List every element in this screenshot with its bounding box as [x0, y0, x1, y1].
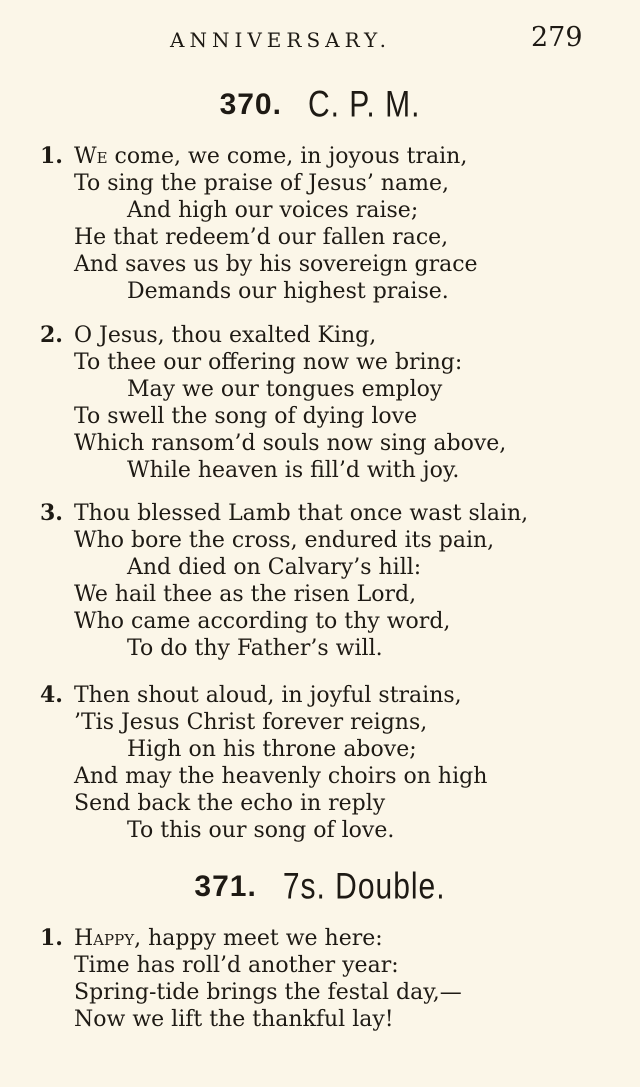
- verse-line: May we our tongues employ: [127, 377, 443, 402]
- verse-line: While heaven is fill’d with joy.: [127, 458, 460, 483]
- verse-line: And died on Calvary’s hill:: [127, 555, 422, 580]
- first-word: Happy: [74, 926, 135, 951]
- stanza-number: 1.: [40, 143, 63, 169]
- verse-line: We hail thee as the risen Lord,: [74, 582, 417, 607]
- stanza-number: 2.: [40, 322, 63, 348]
- verse-line: ’Tis Jesus Christ forever reigns,: [74, 710, 428, 735]
- first-word: We: [74, 144, 108, 169]
- stanza-370-4: [0, 682, 640, 844]
- verse-line: Send back the echo in reply: [74, 791, 386, 816]
- verse-line: To sing the praise of Jesus’ name,: [74, 171, 449, 196]
- hymn-heading-370: [0, 83, 640, 125]
- verse-line: We come, we come, in joyous train,: [74, 144, 468, 169]
- verse-line: High on his throne above;: [127, 737, 417, 762]
- hymn-meter: C. P. M.: [307, 83, 421, 125]
- verse-line: Demands our highest praise.: [127, 279, 449, 304]
- hymn-heading-371: [0, 865, 640, 907]
- verse-line: To do thy Father’s will.: [127, 636, 383, 661]
- verse-line: Happy, happy meet we here:: [74, 926, 383, 951]
- hymn-number: 370.: [219, 88, 282, 121]
- verse-line: To swell the song of dying love: [74, 404, 418, 429]
- hymn-meter: 7s. Double.: [282, 865, 446, 907]
- verse-line: Then shout aloud, in joyful strains,: [74, 683, 462, 708]
- verse-line: Who came according to thy word,: [74, 609, 451, 634]
- verse-line: And high our voices raise;: [127, 198, 419, 223]
- stanza-number: 1.: [40, 925, 63, 951]
- stanza-370-1: [0, 143, 640, 305]
- stanza-371-1: [0, 925, 640, 1033]
- verse-line: Now we lift the thankful lay!: [74, 1007, 394, 1032]
- page-number: 279: [531, 22, 583, 53]
- verse-line: And may the heavenly choirs on high: [74, 764, 488, 789]
- verse-line: To this our song of love.: [127, 818, 395, 843]
- running-title: ANNIVERSARY.: [170, 28, 392, 52]
- verse-line: To thee our offering now we bring:: [74, 350, 463, 375]
- verse-line: Thou blessed Lamb that once wast slain,: [74, 501, 529, 526]
- stanza-number: 3.: [40, 500, 63, 526]
- stanza-number: 4.: [40, 682, 63, 708]
- verse-line: Spring-tide brings the festal day,—: [74, 980, 462, 1005]
- verse-line: He that redeem’d our fallen race,: [74, 225, 449, 250]
- verse-line: Time has roll’d another year:: [74, 953, 399, 978]
- verse-line: Who bore the cross, endured its pain,: [74, 528, 495, 553]
- hymn-number: 371.: [194, 870, 257, 903]
- stanza-370-3: [0, 500, 640, 662]
- verse-line: O Jesus, thou exalted King,: [74, 323, 377, 348]
- verse-line: Which ransom’d souls now sing above,: [74, 431, 507, 456]
- stanza-370-2: [0, 322, 640, 484]
- verse-line: And saves us by his sovereign grace: [74, 252, 478, 277]
